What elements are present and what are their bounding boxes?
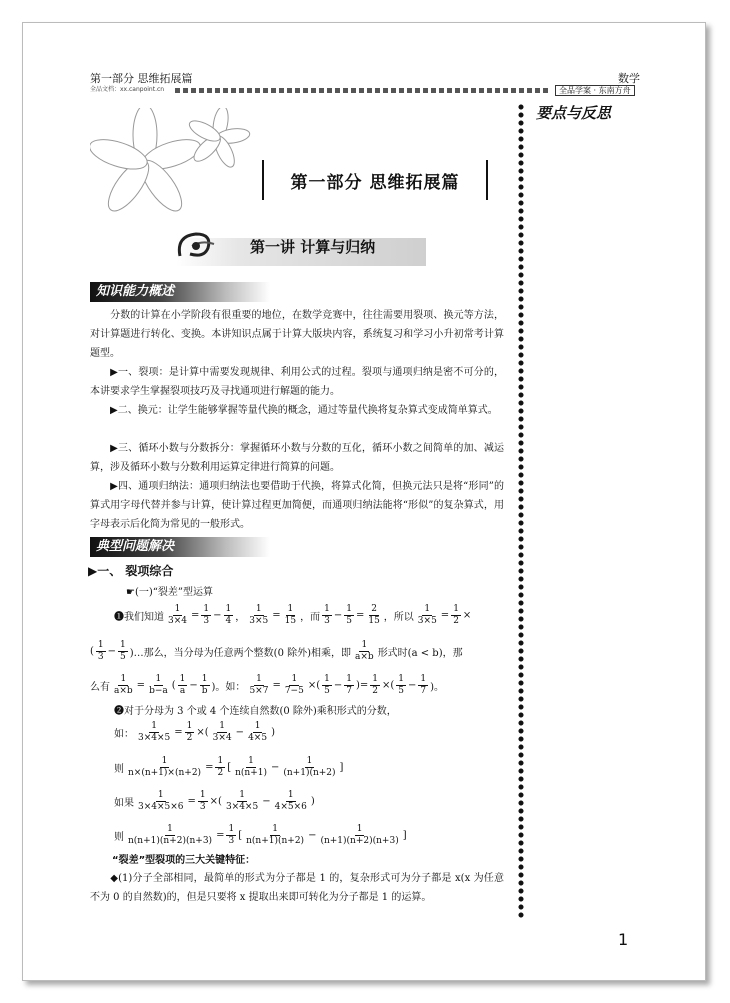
fraction: $\frac{1}{4\times 5}$ <box>248 720 268 743</box>
fraction: $\frac{1}{3\times 5}$ <box>417 603 437 626</box>
fraction: $\frac{1}{3}$ <box>203 603 210 626</box>
lesson-title: 第一讲 计算与归纳 <box>250 238 376 256</box>
overview-item-2: ▶二、换元：让学生能够掌握等量代换的概念，通过等量代换将复杂算式变成简单算式。 <box>110 405 498 416</box>
formula-line-8: 则 $\frac{1}{n(n+1)(n+2)(n+3)}$ = $\frac{1}{3}$ [ 1 n(n+1)(n+2) − $\frac{1}{(n+1)(n+2)(n+3)}$ ] <box>114 823 407 846</box>
fraction: $\frac{1}{3}$ <box>199 789 206 812</box>
fraction: 1 3 <box>97 639 104 662</box>
formula-line-3: 么有 $\frac{1}{a\times b}$ = $\frac{1}{b-a}$ ( 1 a − $\frac{1}{b}$ )。如： $\frac{1}{5\times 7}$ = $\frac{1}{7-5}$ ×( 1 5 − $\frac{1}{7}$ )= $\frac{1}{2}$ ×( 1 5 − $\frac{1}{7}$ )。 <box>90 673 445 696</box>
sidebar-title: 要点与反思 <box>536 104 612 122</box>
fraction: $\frac{1}{b-a}$ <box>149 673 168 696</box>
fraction: $\frac{1}{7-5}$ <box>284 673 304 696</box>
header-dashed-rule <box>175 88 550 93</box>
part-title: 第一部分 思维拓展篇 <box>290 172 460 193</box>
fraction: $\frac{1}{7}$ <box>420 673 427 696</box>
running-header-subject: 数学 <box>618 72 640 85</box>
section-banner-problems: 典型问题解决 <box>90 537 270 557</box>
fraction: 1 3 <box>324 603 330 626</box>
formula-line-1: ❶我们知道 $\frac{1}{3\times 4}$ = $\frac{1}{3}$ − $\frac{1}{4}$ ， $\frac{1}{3\times 5}$ = $\frac{1}{15}$ ，而 1 3 − $\frac{1}{5}$ = $\frac{2}{15}$ ，所以 $\frac{1}{3\times 5}$ = $\frac{1}{2}$ × <box>114 603 472 626</box>
key-features-heading: “裂差”型裂项的三大关键特征： <box>112 855 256 866</box>
formula-line-5: 如： $\frac{1}{3\times 4\times 5}$ = $\frac{1}{2}$ ×( 1 3×4 − $\frac{1}{4\times 5}$ ) <box>114 720 275 743</box>
page-number: 1 <box>618 930 629 949</box>
fraction: 1 n(n+1)(n+2) <box>246 823 305 846</box>
fraction: $\frac{1}{2}$ <box>453 603 459 626</box>
fraction: 1 5 <box>324 673 330 696</box>
sidebar-dotted-line <box>517 103 525 918</box>
fraction: 1 3×4×5 <box>225 789 259 812</box>
fraction: $\frac{1}{a\times b}$ <box>114 673 133 696</box>
fraction: $\frac{1}{5}$ <box>120 639 126 662</box>
fraction: $\frac{1}{(n+1)(n+2)(n+3)}$ <box>320 823 399 846</box>
fraction: $\frac{1}{5}$ <box>346 603 352 626</box>
fraction: $\frac{1}{4}$ <box>225 603 232 626</box>
fraction: $\frac{1}{2}$ <box>186 720 193 743</box>
fraction: 1 n(n+1) <box>235 755 267 778</box>
fraction: 1 5 <box>398 673 404 696</box>
problem-heading: ▶一、 裂项综合 <box>88 564 174 578</box>
fraction: $\frac{1}{3\times 4}$ <box>168 603 187 626</box>
fraction: $\frac{1}{2}$ <box>372 673 378 696</box>
fraction: $\frac{1}{b}$ <box>201 673 208 696</box>
fraction: $\frac{1}{n\times(n+1)\times(n+2)}$ <box>128 755 202 778</box>
fraction: $\frac{2}{15}$ <box>368 603 380 626</box>
overview-intro: 分数的计算在小学阶段有很重要的地位，在数学竞赛中，往往需要用裂项、换元等方法，对计算题进行转化、变换。本讲知识点属于计算大版块内容，系统复习和学习小升初常考计算题型。 <box>90 310 504 359</box>
part-title-box <box>262 160 488 200</box>
running-header-source: 全品文档：xx.canpoint.cn <box>90 86 165 93</box>
fraction: $\frac{1}{2}$ <box>217 755 224 778</box>
overview-item-4: ▶四、通项归纳法：通项归纳法也要借助于代换，将算式化简，但换元法只是将“形同”的算式用字母代替并参与计算，使计算过程更加简便，而通项归纳法能将“形似”的复杂算式，用字母表示后化简为常见的一般形式。 <box>90 481 504 530</box>
formula-line-7: 如果 $\frac{1}{3\times 4\times 5\times 6}$ = $\frac{1}{3}$ ×( 1 3×4×5 − $\frac{1}{4\times 5\times 6}$ ) <box>114 789 315 812</box>
fraction: $\frac{1}{3}$ <box>228 823 235 846</box>
fraction: $\frac{1}{3\times 4\times 5}$ <box>138 720 171 743</box>
fraction: $\frac{1}{(n+1)(n+2)}$ <box>283 755 336 778</box>
section-banner-overview: 知识能力概述 <box>90 282 270 302</box>
fraction: $\frac{1}{4\times 5\times 6}$ <box>274 789 307 812</box>
formula-line-6: 则 $\frac{1}{n\times(n+1)\times(n+2)}$ = $\frac{1}{2}$ [ 1 n(n+1) − $\frac{1}{(n+1)(n+2)}$ ] <box>114 755 344 778</box>
fraction: $\frac{1}{5\times 7}$ <box>249 673 269 696</box>
fraction: 1 a×b <box>355 639 374 662</box>
running-header-tag: 全品学案 · 东南方舟 <box>555 85 635 96</box>
lesson-swirl-icon <box>172 226 222 266</box>
overview-item-1: ▶一、裂项：是计算中需要发现规律、利用公式的过程。裂项与通项归纳是密不可分的，本讲要求学生掌握裂项技巧及寻找通项进行解题的能力。 <box>90 367 504 397</box>
formula-line-4: ❷对于分母为 3 个或 4 个连续自然数(0 除外)乘积形式的分数， <box>114 705 397 717</box>
overview-item-3: ▶三、循环小数与分数拆分：掌握循环小数与分数的互化，循环小数之间简单的加、减运算，涉及循环小数与分数利用运算定律进行简算的问题。 <box>90 443 504 473</box>
fraction: $\frac{1}{3\times 5}$ <box>249 603 269 626</box>
fraction: $\frac{1}{3\times 4\times 5\times 6}$ <box>138 789 184 812</box>
fraction: 1 3×4 <box>212 720 232 743</box>
problem-subheading: ☛(一)“裂差”型运算 <box>126 587 213 598</box>
feature-1: ◆(1)分子全部相同，最简单的形式为分子都是 1 的，复杂形式可为分子都是 x(x 为任意不为 0 的自然数)的，但是只要将 x 提取出来即可转化为分子都是 1 的运算。 <box>90 873 504 903</box>
fraction: $\frac{1}{n(n+1)(n+2)(n+3)}$ <box>128 823 213 846</box>
fraction: $\frac{1}{7}$ <box>346 673 352 696</box>
fraction: 1 a <box>179 673 186 696</box>
formula-line-2: ( 1 3 − $\frac{1}{5}$ )…那么，当分母为任意两个整数(0 除外)相乘，即 1 a×b 形式时(a < b)，那 <box>90 639 463 662</box>
flower-decoration-icon <box>90 108 260 218</box>
running-header-left: 第一部分 思维拓展篇 <box>90 72 193 85</box>
fraction: $\frac{1}{15}$ <box>284 603 297 626</box>
